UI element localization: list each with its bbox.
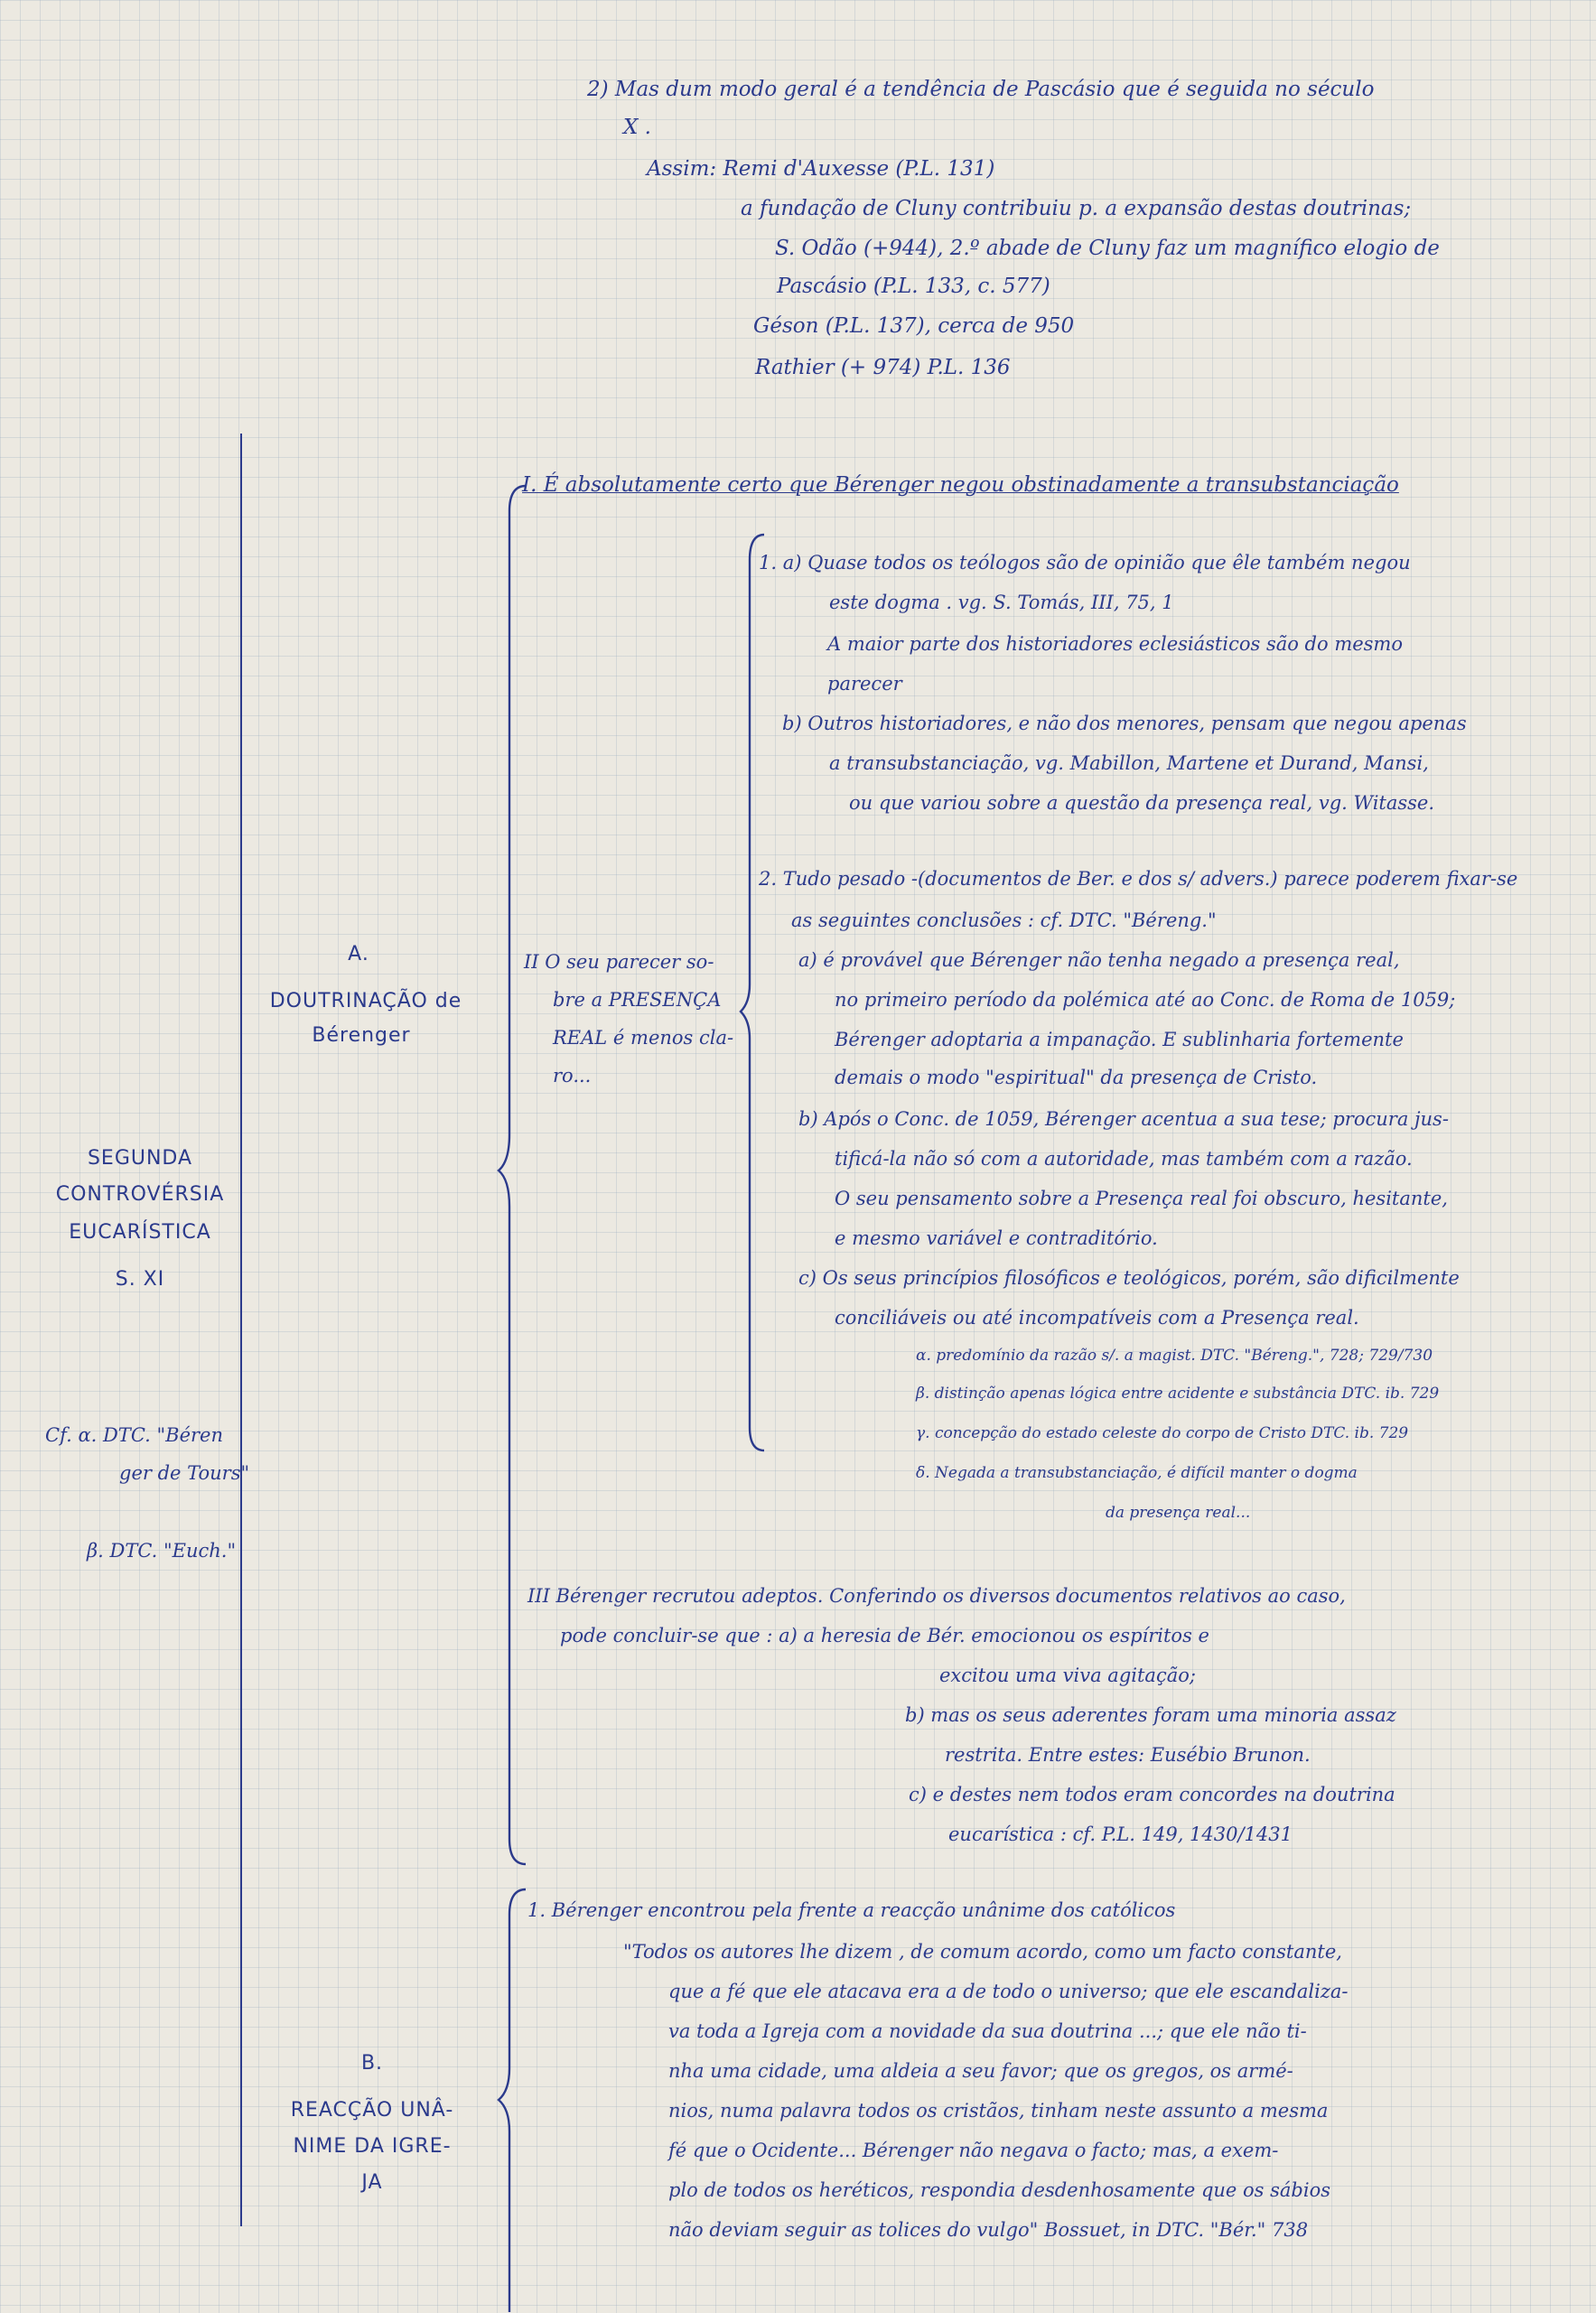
sub1-line-4: parecer (827, 673, 902, 695)
section-3-line-1: III Bérenger recrutou adeptos. Conferindo os diversos documentos relativos ao caso, (527, 1585, 1346, 1607)
section-3-line-3: excitou uma viva agitação; (939, 1665, 1196, 1686)
section-2-line-3: REAL é menos cla- (553, 1027, 734, 1049)
sub2-line-8: tificá-la não só com a autoridade, mas também com a razão. (835, 1148, 1413, 1170)
top-line-7: Géson (P.L. 137), cerca de 950 (753, 314, 1075, 338)
sub2-line-10: e mesmo variável e contraditório. (835, 1227, 1158, 1249)
sub2-line-5: Bérenger adoptaria a impanação. E sublinharia fortemente (835, 1029, 1404, 1050)
margin-cf-3: β. DTC. "Euch." (87, 1540, 237, 1562)
section-a-title: DOUTRINAÇÃO de (269, 990, 462, 1012)
section-a-letter: A. (348, 943, 369, 965)
margin-title-4: S. XI (115, 1268, 165, 1291)
top-line-5: S. Odão (+944), 2.º abade de Cluny faz um magnífico elogio de (775, 237, 1440, 260)
section-b-title-2: NIME DA IGRE- (293, 2135, 452, 2158)
sub1-line-3: A maior parte dos historiadores eclesiásticos são do mesmo (827, 633, 1403, 655)
section-a-bracket (502, 484, 529, 1866)
sub1-line-1: 1. a) Quase todos os teólogos são de opinião que êle também negou (759, 552, 1411, 574)
sub2-line-12: conciliáveis ou até incompatíveis com a Presença real. (835, 1307, 1359, 1329)
margin-cf-2: ger de Tours" (119, 1462, 250, 1484)
section-b-bracket (502, 1888, 529, 2312)
sub1-line-7: ou que variou sobre a questão da presença real, vg. Witasse. (849, 792, 1435, 814)
top-line-6: Pascásio (P.L. 133, c. 577) (777, 275, 1050, 298)
section-b-title-3: JA (361, 2171, 383, 2194)
margin-title-2: CONTROVÉRSIA (55, 1183, 225, 1206)
section-b-letter: B. (360, 2052, 384, 2075)
sub2-line-11: c) Os seus princípios filosóficos e teológicos, porém, são dificilmente (798, 1267, 1460, 1289)
section-3-line-6: c) e destes nem todos eram concordes na doutrina (909, 1784, 1395, 1805)
sub2-line-9: O seu pensamento sobre a Presença real foi obscuro, hesitante, (835, 1188, 1448, 1209)
sub2-line-4: no primeiro período da polémica até ao Conc. de Roma de 1059; (835, 989, 1456, 1011)
margin-vertical-rule (240, 434, 242, 2226)
section-3-line-7: eucarística : cf. P.L. 149, 1430/1431 (948, 1823, 1293, 1845)
section-4-line-8: plo de todos os heréticos, respondia desdenhosamente que os sábios (668, 2179, 1331, 2201)
top-line-8: Rathier (+ 974) P.L. 136 (755, 356, 1011, 379)
sub2-line-2: as seguintes conclusões : cf. DTC. "Béreng." (791, 909, 1217, 931)
top-line-4: a fundação de Cluny contribuiu p. a expansão destas doutrinas; (741, 197, 1412, 220)
sub1-line-2: este dogma . vg. S. Tomás, III, 75, 1 (829, 592, 1174, 613)
section-4-line-9: não deviam seguir as tolices do vulgo" Bossuet, in DTC. "Bér." 738 (668, 2219, 1309, 2241)
top-line-3: Assim: Remi d'Auxesse (P.L. 131) (647, 157, 995, 181)
section-4-line-4: va toda a Igreja com a novidade da sua doutrina ...; que ele não ti- (668, 2020, 1307, 2042)
sub2-greek-1: α. predomínio da razão s/. a magist. DTC. "Béreng.", 728; 729/730 (916, 1347, 1433, 1365)
sub2-line-6: demais o modo "espiritual" da presença de Cristo. (835, 1067, 1318, 1088)
sub2-line-7: b) Após o Conc. de 1059, Bérenger acentua a sua tese; procura jus- (798, 1108, 1449, 1130)
sub2-greek-3: γ. concepção do estado celeste do corpo de Cristo DTC. ib. 729 (916, 1424, 1409, 1442)
margin-cf-1: Cf. α. DTC. "Béren (45, 1424, 223, 1446)
section-2-line-1: II O seu parecer so- (524, 951, 714, 973)
subsection-bracket (741, 533, 768, 1454)
sub2-greek-4: δ. Negada a transubstanciação, é difícil manter o dogma (916, 1464, 1358, 1482)
section-3-line-2: pode concluir-se que : a) a heresia de Bér. emocionou os espíritos e (560, 1625, 1209, 1646)
section-3-line-5: restrita. Entre estes: Eusébio Brunon. (945, 1744, 1311, 1766)
section-3-line-4: b) mas os seus aderentes foram uma minoria assaz (905, 1704, 1396, 1726)
top-line-2: X . (623, 116, 651, 139)
section-4-line-5: nha uma cidade, uma aldeia a seu favor; que os gregos, os armé- (668, 2060, 1293, 2082)
sub2-line-3: a) é provável que Bérenger não tenha negado a presença real, (798, 949, 1400, 971)
margin-title-1: SEGUNDA (87, 1147, 193, 1170)
sub1-line-5: b) Outros historiadores, e não dos menores, pensam que negou apenas (782, 713, 1467, 734)
section-1-title: I. É absolutamente certo que Bérenger negou obstinadamente a transubstanciação (522, 473, 1399, 497)
sub2-greek-5: da presença real... (1106, 1504, 1251, 1522)
margin-title-3: EUCARÍSTICA (69, 1221, 211, 1244)
section-4-line-3: que a fé que ele atacava era a de todo o universo; que ele escandaliza- (668, 1981, 1349, 2002)
section-2-line-4: ro... (553, 1065, 592, 1087)
section-4-line-1: 1. Bérenger encontrou pela frente a reacção unânime dos católicos (527, 1899, 1176, 1921)
section-4-line-6: nios, numa palavra todos os cristãos, tinham neste assunto a mesma (668, 2100, 1329, 2122)
section-2-line-2: bre a PRESENÇA (553, 989, 722, 1011)
section-a-name: Bérenger (312, 1024, 411, 1047)
section-b-title-1: REACÇÃO UNÂ- (290, 2099, 454, 2122)
section-4-line-7: fé que o Ocidente... Bérenger não negava o facto; mas, a exem- (668, 2140, 1279, 2161)
section-4-line-2: "Todos os autores lhe dizem , de comum acordo, como um facto constante, (623, 1941, 1342, 1963)
sub1-line-6: a transubstanciação, vg. Mabillon, Martene et Durand, Mansi, (829, 752, 1429, 774)
sub2-greek-2: β. distinção apenas lógica entre acidente e substância DTC. ib. 729 (916, 1385, 1440, 1403)
sub2-line-1: 2. Tudo pesado -(documentos de Ber. e dos s/ advers.) parece poderem fixar-se (759, 868, 1518, 890)
top-line-1: 2) Mas dum modo geral é a tendência de Pascásio que é seguida no século (587, 78, 1375, 101)
